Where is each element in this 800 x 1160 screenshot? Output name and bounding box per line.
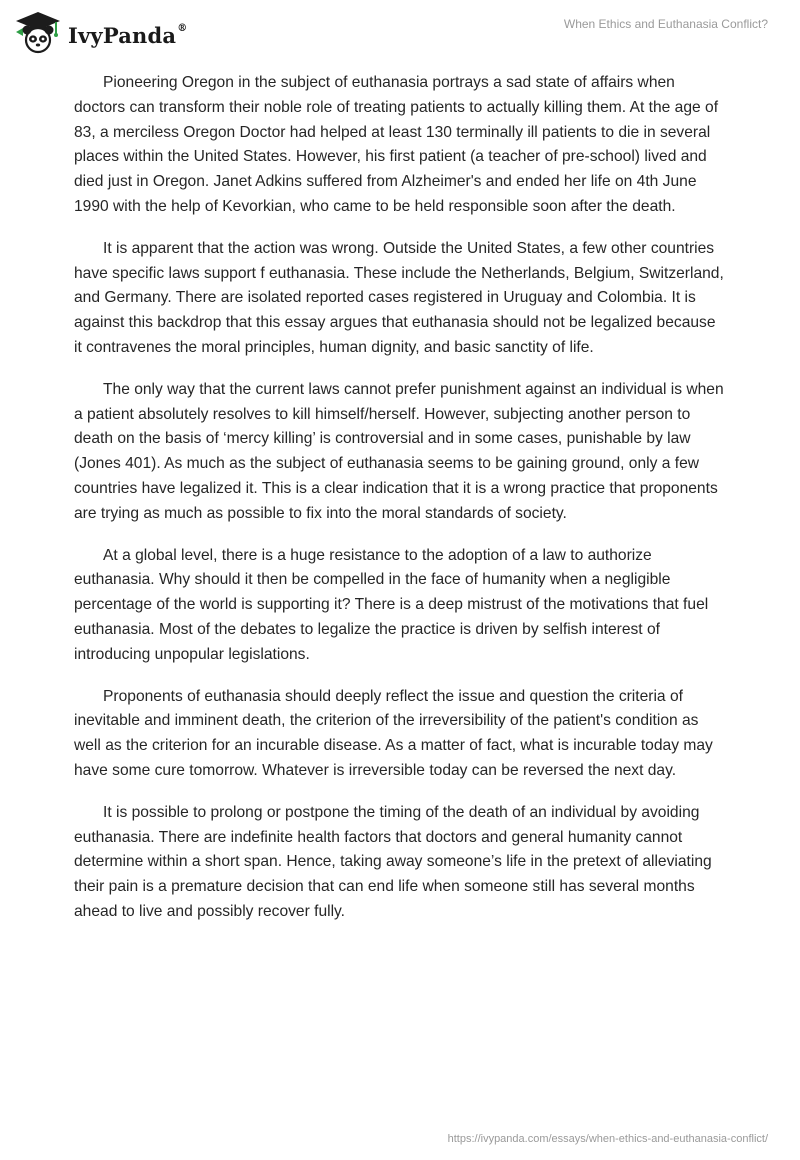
paragraph: It is possible to prolong or postpone the timing of the death of an individual by avoiding euthanasia. There are indefinite health factors that doctors and general humanity cannot determine within a short span. Hence, taking away someone’s life in the pretext of alleviating their pain is a premature decision that can end life when someone still has several months ahead to live and possibly recover fully. xyxy=(74,803,712,920)
logo[interactable] xyxy=(14,10,187,54)
source-url[interactable]: https://ivypanda.com/essays/when-ethics-and-euthanasia-conflict/ xyxy=(447,1133,768,1145)
registered-mark: ® xyxy=(177,22,188,34)
paragraph: It is apparent that the action was wrong. Outside the United States, a few other countries have specific laws support f euthanasia. These include the Netherlands, Belgium, Switzerland, and Germany. There are isolated reported cases registered in Uruguay and Colombia. It is against this backdrop that this essay argues that euthanasia should not be legalized because it contravenes the moral principles, human dignity, and basic sanctity of life. xyxy=(74,239,724,356)
paragraph: Proponents of euthanasia should deeply reflect the issue and question the criteria of inevitable and imminent death, the criterion of the irreversibility of the patient's condition as well as the criterion for an incurable disease. As a matter of fact, what is incurable today may have some cure tomorrow. Whatever is irreversible today can be reversed the next day. xyxy=(74,687,713,779)
brand-name: IvyPanda® xyxy=(68,22,188,48)
paragraph: At a global level, there is a huge resistance to the adoption of a law to authorize euthanasia. Why should it then be compelled in the face of humanity when a negligible percentage of the world is supporting it? There is a deep mistrust of the motivations that fuel euthanasia. Most of the debates to legalize the practice is driven by selfish interest of introducing unpopular legislations. xyxy=(74,546,709,663)
page-header xyxy=(0,0,800,70)
panda-graduation-cap-icon xyxy=(14,10,62,54)
paragraph: The only way that the current laws cannot prefer punishment against an individual is when a patient absolutely resolves to kill himself/herself. However, subjecting another person to death on the basis of ‘mercy killing’ is controversial and in some cases, punishable by law (Jones 401). As much as the subject of euthanasia seems to be gaining ground, only a few countries have legalized it. This is a clear indication that it is a wrong practice that proponents are trying as much as possible to fix into the moral standards of society. xyxy=(74,380,724,522)
paragraph: Pioneering Oregon in the subject of euthanasia portrays a sad state of affairs when doctors can transform their noble role of treating patients to actually killing them. At the age of 83, a merciless Oregon Doctor had helped at least 130 terminally ill patients to die in several places within the United States. However, his first patient (a teacher of pre-school) lived and died just in Oregon. Janet Adkins suffered from Alzheimer's and ended her life on 4th June 1990 with the help of Kevorkian, who came to be held responsible soon after the death. xyxy=(74,74,719,215)
document-title: When Ethics and Euthanasia Conflict? xyxy=(563,17,768,31)
essay-body xyxy=(74,71,726,942)
